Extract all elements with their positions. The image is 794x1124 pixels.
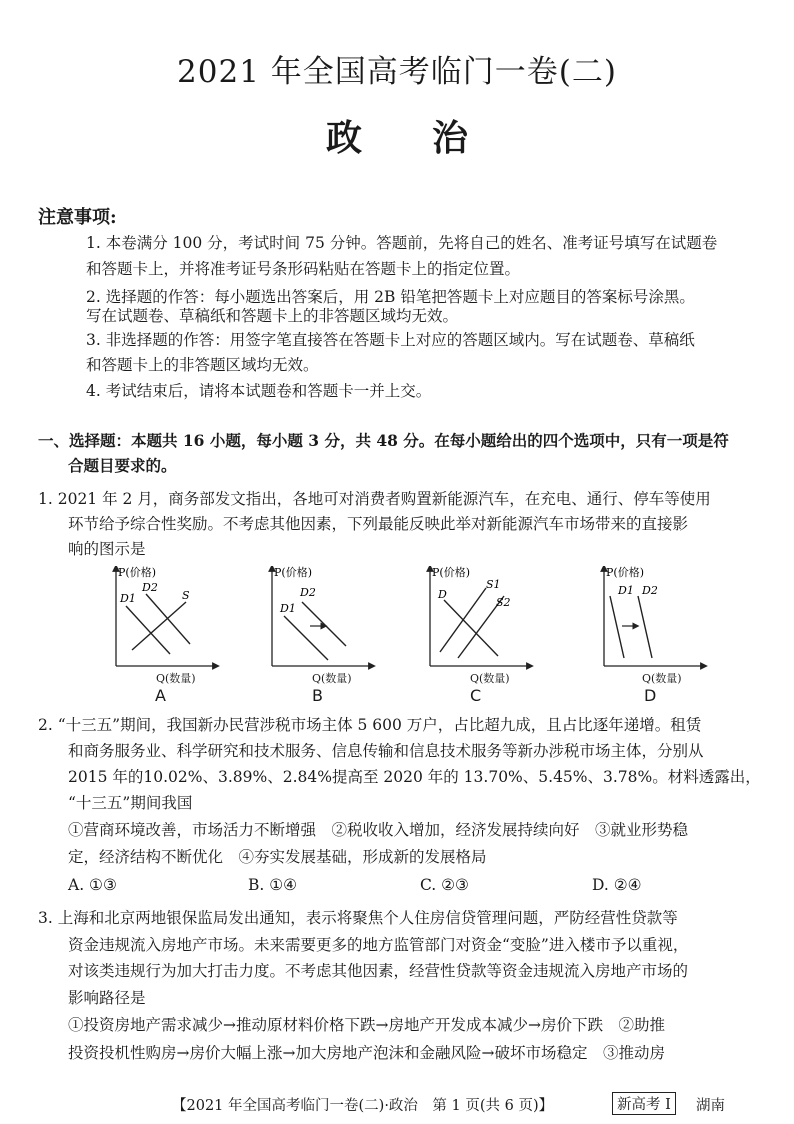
notes-line: 和答题卡上，并将准考证号条形码粘贴在答题卡上的指定位置。 [86, 260, 521, 278]
q1-stem: 响的图示是 [68, 540, 146, 558]
q1-stem: 环节给予综合性奖励。不考虑其他因素，下列最能反映此举对新能源汽车市场带来的直接影 [68, 515, 689, 533]
chart-b-xlabel: Q(数量) [312, 672, 352, 685]
notes-line: 写在试题卷、草稿纸和答题卡上的非答题区域均无效。 [86, 307, 459, 325]
chart-a-xlabel: Q(数量) [156, 672, 196, 685]
chart-d-ylabel: P(价格) [606, 566, 644, 579]
q2-choice-line: 定，经济结构不断优化 ④夯实发展基础，形成新的发展格局 [68, 848, 487, 866]
chart-c-s1-curve [440, 588, 486, 652]
subject-title: 政治 [325, 117, 538, 159]
chart-b-d1-curve [284, 616, 328, 660]
section-heading-cont: 合题目要求的。 [68, 456, 177, 475]
q3-stem: 3. 上海和北京两地银保监局发出通知，表示将聚焦个人住房信贷管理问题，严防经营性贷款等 [38, 909, 678, 927]
chart-c-s2-label: S2 [496, 596, 511, 609]
chart-a-d1-label: D1 [120, 592, 136, 605]
q2-option-a: A. ①③ [68, 876, 117, 894]
chart-a-ylabel: P(价格) [118, 566, 156, 579]
notes-line: 4. 考试结束后，请将本试题卷和答题卡一并上交。 [86, 382, 432, 400]
chart-b-ylabel: P(价格) [274, 566, 312, 579]
chart-c-ylabel: P(价格) [432, 566, 470, 579]
q2-stem: 2015 年的10.02%、3.89%、2.84%提高至 2020 年的 13.70%、5.45%、3.78%。材料透露出， [68, 768, 761, 786]
q2-option-d: D. ②④ [592, 876, 642, 894]
chart-d-letter: D [644, 686, 657, 705]
chart-b-d2-label: D2 [300, 586, 316, 599]
q3-stem: 对该类违规行为加大打击力度。不考虑其他因素，经营性贷款等资金违规流入房地产市场的 [68, 962, 689, 980]
q2-stem: 和商务服务业、科学研究和技术服务、信息传输和信息技术服务等新办涉税市场主体，分别从 [68, 742, 704, 760]
chart-b-d2-curve [302, 602, 346, 646]
q2-option-b: B. ①④ [248, 876, 298, 894]
chart-b [266, 566, 376, 676]
chart-d-d2-label: D2 [642, 584, 658, 597]
notes-line: 3. 非选择题的作答：用签字笔直接答在答题卡上对应的答题区域内。写在试题卷、草稿纸 [86, 331, 695, 349]
chart-d-d2-curve [638, 596, 652, 658]
q3-choice-line: 投资投机性购房→房价大幅上涨→加大房地产泡沫和金融风险→破坏市场稳定 ③推动房 [68, 1044, 665, 1062]
q2-stem: 2. “十三五”期间，我国新办民营涉税市场主体 5 600 万户，占比超九成，且占比逐年递增。租赁 [38, 716, 702, 734]
footer-province: 湖南 [696, 1098, 725, 1114]
chart-d-d1-label: D1 [618, 584, 634, 597]
q3-stem: 资金违规流入房地产市场。未来需要更多的地方监管部门对资金“变脸”进入楼市予以重视， [68, 936, 689, 954]
q1-stem: 1. 2021 年 2 月，商务部发文指出，各地可对消费者购置新能源汽车，在充电、通行、停车等使用 [38, 490, 711, 508]
chart-c-letter: C [470, 686, 482, 705]
q2-choice-line: ①营商环境改善，市场活力不断增强 ②税收收入增加，经济发展持续向好 ③就业形势稳 [68, 821, 689, 839]
notes-line: 和答题卡上的非答题区域均无效。 [86, 356, 319, 374]
notes-line: 1. 本卷满分 100 分，考试时间 75 分钟。答题前，先将自己的姓名、准考证号填写在试题卷 [86, 234, 718, 252]
chart-a-s-label: S [182, 589, 190, 602]
chart-c-d-label: D [438, 588, 447, 601]
chart-c [424, 566, 534, 676]
q3-choice-line: ①投资房地产需求减少→推动原材料价格下跌→房地产开发成本减少→房价下跌 ②助推 [68, 1016, 665, 1034]
section-heading: 一、选择题：本题共 16 小题，每小题 3 分，共 48 分。在每小题给出的四个选项中，只有一项是符 [38, 431, 729, 450]
exam-title: 2021 年全国高考临门一卷(二) [177, 54, 617, 90]
chart-d [598, 566, 708, 676]
q3-stem: 影响路径是 [68, 989, 146, 1007]
footer-region-badge: 新高考 I [612, 1092, 676, 1115]
q2-option-c: C. ②③ [420, 876, 469, 894]
chart-a [110, 566, 220, 676]
chart-a-letter: A [155, 686, 166, 705]
chart-d-xlabel: Q(数量) [642, 672, 682, 685]
notes-heading: 注意事项: [38, 207, 117, 228]
notes-line: 2. 选择题的作答：每小题选出答案后，用 2B 铅笔把答题卡上对应题目的答案标号涂黑。 [86, 288, 695, 306]
chart-a-d2-label: D2 [142, 581, 158, 594]
chart-b-d1-label: D1 [280, 602, 296, 615]
footer-info: 【2021 年全国高考临门一卷(二)·政治 第 1 页(共 6 页)】 [172, 1098, 554, 1114]
q2-stem: “十三五”期间我国 [68, 794, 193, 812]
chart-d-d1-curve [610, 596, 624, 658]
chart-c-s1-label: S1 [486, 578, 501, 591]
chart-c-xlabel: Q(数量) [470, 672, 510, 685]
chart-b-letter: B [312, 686, 323, 705]
